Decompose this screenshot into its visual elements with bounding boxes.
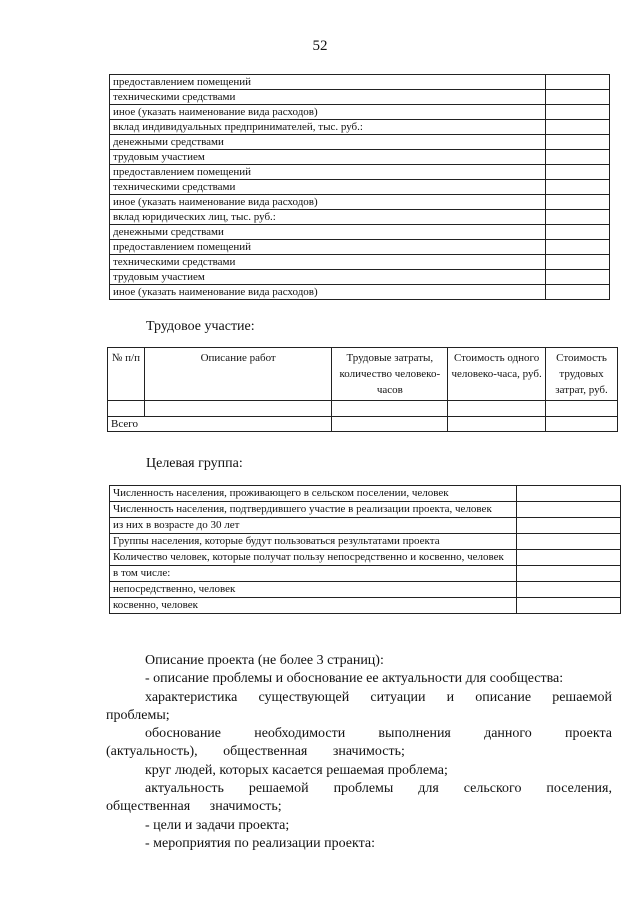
table-row	[110, 270, 610, 285]
value-cell[interactable]	[546, 120, 610, 135]
target-group-table	[109, 485, 621, 614]
header-work-description: Описание работ	[144, 348, 332, 401]
value-cell[interactable]	[517, 502, 621, 518]
row-label: Количество человек, которые получат пользу непосредственно и косвенно, человек	[110, 550, 517, 566]
row-label: в том числе:	[110, 566, 517, 582]
table-row	[110, 582, 621, 598]
value-cell[interactable]	[546, 210, 610, 225]
value-cell[interactable]	[546, 75, 610, 90]
row-label: техническими средствами	[110, 255, 546, 270]
row-label: Численность населения, подтвердившего участие в реализации проекта, человек	[110, 502, 517, 518]
value-cell[interactable]	[517, 534, 621, 550]
description-line: круг людей, которых касается решаемая проблема;	[145, 762, 448, 778]
description-line: - мероприятия по реализации проекта:	[145, 835, 376, 851]
row-label: иное (указать наименование вида расходов)	[110, 105, 546, 120]
header-labor-cost: Стоимость трудовых затрат, руб.	[546, 348, 618, 401]
row-label: вклад индивидуальных предпринимателей, тыс. руб.:	[110, 120, 546, 135]
row-label: предоставлением помещений	[110, 240, 546, 255]
table-row	[110, 550, 621, 566]
header-hour-cost: Стоимость одного человеко-часа, руб.	[448, 348, 546, 401]
table-row	[110, 75, 610, 90]
value-cell[interactable]	[517, 550, 621, 566]
labor-header-row	[108, 348, 618, 401]
table-row	[110, 150, 610, 165]
table-cell[interactable]	[448, 417, 546, 432]
row-label: денежными средствами	[110, 225, 546, 240]
value-cell[interactable]	[517, 566, 621, 582]
table-row	[110, 534, 621, 550]
project-description	[106, 652, 612, 853]
row-label: техническими средствами	[110, 180, 546, 195]
table-cell[interactable]	[546, 417, 618, 432]
value-cell[interactable]	[546, 270, 610, 285]
value-cell[interactable]	[546, 150, 610, 165]
value-cell[interactable]	[546, 225, 610, 240]
row-label: денежными средствами	[110, 135, 546, 150]
table-row	[110, 255, 610, 270]
value-cell[interactable]	[546, 135, 610, 150]
table-cell[interactable]	[332, 417, 448, 432]
table-row	[110, 486, 621, 502]
page-number: 52	[312, 38, 328, 54]
table-row	[110, 135, 610, 150]
header-labor-hours: Трудовые затраты, количество человеко-часов	[332, 348, 448, 401]
row-label: Численность населения, проживающего в сельском поселении, человек	[110, 486, 517, 502]
description-line: обоснование необходимости выполнения данного проекта (актуальность), общественная значимость;	[106, 726, 612, 760]
table-cell[interactable]	[448, 401, 546, 417]
row-label: Группы населения, которые будут пользоваться результатами проекта	[110, 534, 517, 550]
value-cell[interactable]	[517, 582, 621, 598]
value-cell[interactable]	[546, 240, 610, 255]
value-cell[interactable]	[546, 165, 610, 180]
description-line: Описание проекта (не более 3 страниц):	[145, 653, 384, 668]
table-row	[110, 285, 610, 300]
table-cell[interactable]	[332, 401, 448, 417]
row-label: вклад юридических лиц, тыс. руб.:	[110, 210, 546, 225]
row-label: предоставлением помещений	[110, 75, 546, 90]
labor-table	[107, 347, 618, 432]
table-cell[interactable]	[144, 401, 332, 417]
labor-heading: Трудовое участие:	[146, 319, 255, 334]
value-cell[interactable]	[546, 195, 610, 210]
target-heading: Целевая группа:	[146, 456, 243, 471]
row-label: иное (указать наименование вида расходов)	[110, 285, 546, 300]
labor-total-row	[108, 417, 618, 432]
table-row	[110, 90, 610, 105]
row-label: трудовым участием	[110, 270, 546, 285]
value-cell[interactable]	[517, 486, 621, 502]
value-cell[interactable]	[546, 105, 610, 120]
table-row	[110, 240, 610, 255]
table-row	[110, 598, 621, 614]
row-label: техническими средствами	[110, 90, 546, 105]
labor-empty-row	[108, 401, 618, 417]
header-number: № п/п	[108, 348, 145, 401]
row-label: трудовым участием	[110, 150, 546, 165]
row-label: предоставлением помещений	[110, 165, 546, 180]
value-cell[interactable]	[546, 90, 610, 105]
row-label: из них в возрасте до 30 лет	[110, 518, 517, 534]
table-row	[110, 210, 610, 225]
table-row	[110, 566, 621, 582]
table-row	[110, 518, 621, 534]
value-cell[interactable]	[517, 518, 621, 534]
table-row	[110, 502, 621, 518]
funding-table	[109, 74, 610, 300]
description-line: - описание проблемы и обоснование ее актуальности для сообщества:	[145, 671, 564, 687]
row-label: иное (указать наименование вида расходов)	[110, 195, 546, 210]
description-line: актуальность решаемой проблемы для сельского поселения, общественная значимость;	[106, 781, 612, 815]
value-cell[interactable]	[546, 255, 610, 270]
table-cell[interactable]	[108, 401, 145, 417]
row-label: непосредственно, человек	[110, 582, 517, 598]
value-cell[interactable]	[517, 598, 621, 614]
table-row	[110, 165, 610, 180]
description-line: характеристика существующей ситуации и описание решаемой проблемы;	[106, 689, 612, 723]
table-row	[110, 225, 610, 240]
table-row	[110, 195, 610, 210]
value-cell[interactable]	[546, 285, 610, 300]
table-cell[interactable]	[546, 401, 618, 417]
table-row	[110, 105, 610, 120]
table-row	[110, 180, 610, 195]
value-cell[interactable]	[546, 180, 610, 195]
total-label: Всего	[108, 417, 332, 432]
table-row	[110, 120, 610, 135]
row-label: косвенно, человек	[110, 598, 517, 614]
description-line: - цели и задачи проекта;	[145, 817, 290, 833]
